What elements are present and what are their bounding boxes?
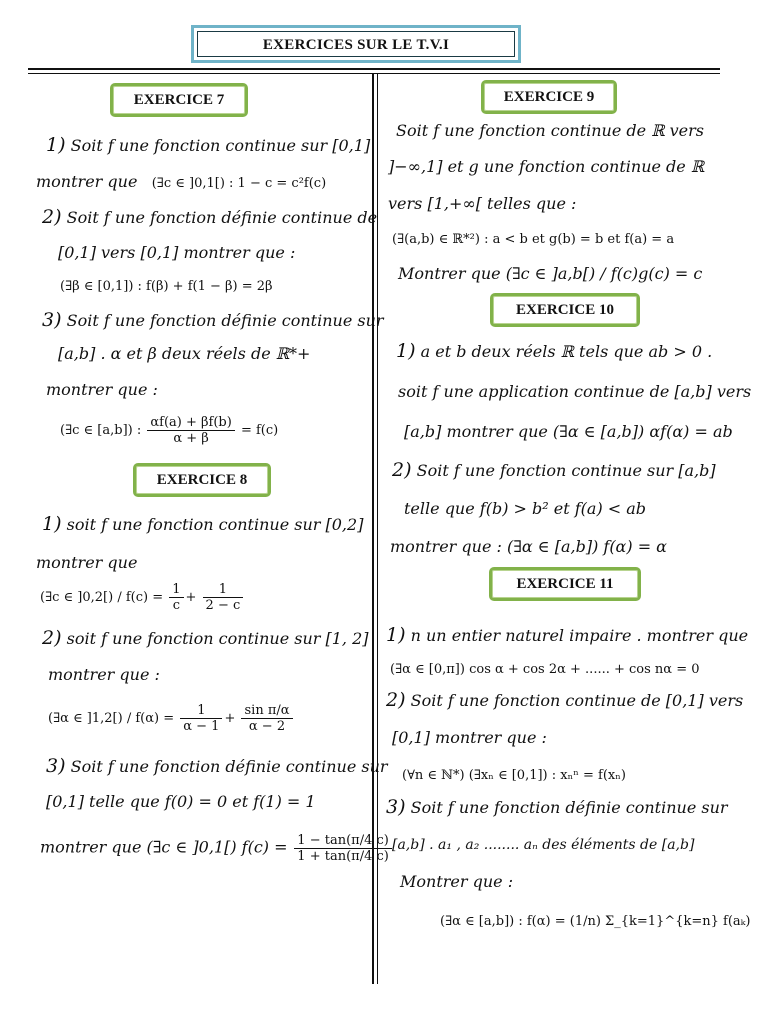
ex8-q3-fraction	[294, 833, 392, 864]
ex9-line2: ]−∞,1] et g une fonction continue de ℝ	[388, 157, 705, 176]
ex8-q2-fraction-2	[241, 703, 292, 734]
ex8-q2-formula-left: (∃α ∈ ]1,2[) / f(α) =	[48, 711, 175, 726]
ex9-conclusion: Montrer que (∃c ∈ ]a,b[) / f(c)g(c) = c	[398, 264, 703, 283]
fraction-denominator: α − 2	[248, 719, 286, 734]
exercise-10-title: EXERCICE 10	[516, 302, 614, 318]
ex7-q2-formula: (∃β ∈ [0,1]) : f(β) + f(1 − β) = 2β	[60, 279, 273, 294]
ex11-q1-formula: (∃α ∈ [0,π]) cos α + cos 2α + ...... + cos nα = 0	[390, 662, 700, 677]
ex11-q2-line	[386, 690, 743, 711]
ex7-q3-text: Soit f une fonction définie continue sur	[66, 311, 384, 330]
ex7-q3-formula-right: = f(c)	[240, 423, 279, 438]
exercise-9-title: EXERCICE 9	[503, 89, 595, 105]
ex7-q3-line	[42, 310, 384, 331]
exercise-9-header	[481, 80, 617, 114]
fraction-denominator: α − 1	[183, 719, 220, 734]
ex10-q1-line2: soit f une application continue de [a,b] vers	[398, 382, 752, 401]
ex8-q2-number: 2)	[42, 627, 62, 649]
ex8-q3-line	[46, 756, 388, 777]
exercise-10-header	[490, 293, 640, 327]
ex9-line3: vers [1,+∞[ telles que :	[388, 194, 577, 213]
fraction-denominator: 1 + tan(π/4 c)	[297, 849, 389, 864]
ex8-q3-formula-left: montrer que (∃c ∈ ]0,1[) f(c) =	[40, 837, 288, 857]
title-rule-top	[28, 68, 720, 70]
ex11-q2-text: Soit f une fonction continue de [0,1] vers	[410, 691, 744, 710]
ex7-q1-formula: (∃c ∈ ]0,1[) : 1 − c = c²f(c)	[151, 176, 327, 191]
fraction-numerator: 1	[180, 703, 222, 719]
fraction-denominator: c	[172, 598, 181, 613]
exercise-8-header	[133, 463, 271, 497]
ex11-q3-formula: (∃α ∈ [a,b]) : f(α) = (1/n) Σ_{k=1}^{k=n} f(aₖ)	[440, 914, 751, 929]
ex7-q1-line	[46, 135, 370, 156]
ex11-q3-show-label: Montrer que :	[400, 872, 514, 891]
ex10-q2-number: 2)	[392, 459, 412, 481]
ex11-q2-formula: (∀n ∈ ℕ*) (∃xₙ ∈ [0,1]) : xₙⁿ = f(xₙ)	[402, 768, 626, 783]
ex7-q1-text: Soit f une fonction continue sur [0,1]	[70, 136, 371, 155]
exercise-11-title: EXERCICE 11	[516, 576, 614, 592]
ex8-q3-number: 3)	[46, 755, 66, 777]
ex7-q2-number: 2)	[42, 206, 62, 228]
ex7-q2-text: Soit f une fonction définie continue de	[66, 208, 378, 227]
ex8-q2-text: soit f une fonction continue sur [1, 2]	[66, 629, 369, 648]
ex8-q1-formula-left: (∃c ∈ ]0,2[) / f(c) =	[40, 590, 164, 605]
ex11-q1-line	[386, 625, 748, 646]
ex8-q2-show-label: montrer que :	[48, 665, 160, 684]
ex10-q1-number: 1)	[396, 340, 416, 362]
ex8-q3-formula	[40, 833, 394, 864]
ex10-q2-line	[392, 460, 716, 481]
ex7-q2-line	[42, 207, 377, 228]
ex11-q3-number: 3)	[386, 796, 406, 818]
ex8-q1-text: soit f une fonction continue sur [0,2]	[66, 515, 364, 534]
ex8-q1-line	[42, 514, 363, 535]
exercise-8-title: EXERCICE 8	[156, 472, 248, 488]
fraction-numerator: 1 − tan(π/4 c)	[294, 833, 392, 849]
ex8-q2-line	[42, 628, 369, 649]
ex8-q1-formula: (∃c ∈ ]0,2[) / f(c) = $\frac{1}{c}$ + $\frac{1}{2 - c}$	[40, 582, 245, 613]
fraction-numerator: sin π/α	[241, 703, 292, 719]
ex10-q2-line2: telle que f(b) > b² et f(a) < ab	[404, 499, 647, 518]
ex8-q2-formula: (∃α ∈ ]1,2[) / f(α) = $\frac{1}{\alpha - 1}$ + $\frac{\text{sin π/α}}{\alpha - 2}$	[48, 703, 295, 734]
ex8-q3-text: Soit f une fonction définie continue sur	[70, 757, 388, 776]
ex7-q3-formula	[60, 415, 278, 446]
ex8-q3-line2: [0,1] telle que f(0) = 0 et f(1) = 1	[46, 792, 316, 811]
fraction-denominator: 2 − c	[205, 598, 241, 613]
ex10-q1-line	[396, 341, 712, 362]
ex8-q1-show-label: montrer que	[36, 553, 138, 572]
ex8-q2-fraction-1	[180, 703, 222, 734]
fraction-numerator: 1	[203, 582, 244, 598]
title-box	[191, 25, 521, 63]
ex11-q3-text: Soit f une fonction définie continue sur	[410, 798, 728, 817]
ex11-q3-line	[386, 797, 728, 818]
ex11-q3-line2: [a,b] . a₁ , a₂ ........ aₙ des éléments de [a,b]	[392, 837, 695, 853]
ex11-q1-text: n un entier naturel impaire . montrer que	[410, 626, 749, 645]
ex11-q1-number: 1)	[386, 624, 406, 646]
fraction-numerator: αf(a) + βf(b)	[147, 415, 234, 431]
title-rule-bottom	[28, 73, 720, 74]
ex7-q1-number: 1)	[46, 134, 66, 156]
ex10-q1-line3: [a,b] montrer que (∃α ∈ [a,b]) αf(α) = ab	[404, 422, 733, 441]
ex7-q3-show-label: montrer que :	[46, 380, 158, 399]
exercise-7-title: EXERCICE 7	[133, 92, 225, 108]
fraction-denominator: α + β	[173, 431, 209, 446]
page-title: EXERCICES SUR LE T.V.I	[262, 37, 450, 53]
ex8-q1-fraction-1	[169, 582, 183, 613]
ex10-q1-text: a et b deux réels ℝ tels que ab > 0 .	[420, 342, 713, 361]
ex10-q2-line3: montrer que : (∃α ∈ [a,b]) f(α) = α	[390, 537, 667, 556]
ex10-q2-text: Soit f une fonction continue sur [a,b]	[416, 461, 716, 480]
ex7-q3-number: 3)	[42, 309, 62, 331]
ex11-q2-number: 2)	[386, 689, 406, 711]
exercise-11-header	[489, 567, 641, 601]
ex9-line1: Soit f une fonction continue de ℝ vers	[396, 121, 704, 140]
ex7-q1-conclusion	[36, 172, 326, 194]
ex8-q1-number: 1)	[42, 513, 62, 535]
ex7-q3-formula-left: (∃c ∈ [a,b]) :	[60, 423, 142, 438]
fraction-numerator: 1	[169, 582, 183, 598]
exercise-7-header	[110, 83, 248, 117]
ex7-q3-fraction	[147, 415, 234, 446]
ex9-formula: (∃(a,b) ∈ ℝ*²) : a < b et g(b) = b et f(a) = a	[392, 232, 675, 247]
ex8-q1-fraction-2	[203, 582, 244, 613]
ex7-q1-show-label: montrer que	[36, 172, 138, 191]
ex7-q2-line2: [0,1] vers [0,1] montrer que :	[58, 243, 296, 262]
ex11-q2-line2: [0,1] montrer que :	[392, 728, 547, 747]
ex7-q3-line2: [a,b] . α et β deux réels de ℝ*+	[58, 344, 311, 363]
